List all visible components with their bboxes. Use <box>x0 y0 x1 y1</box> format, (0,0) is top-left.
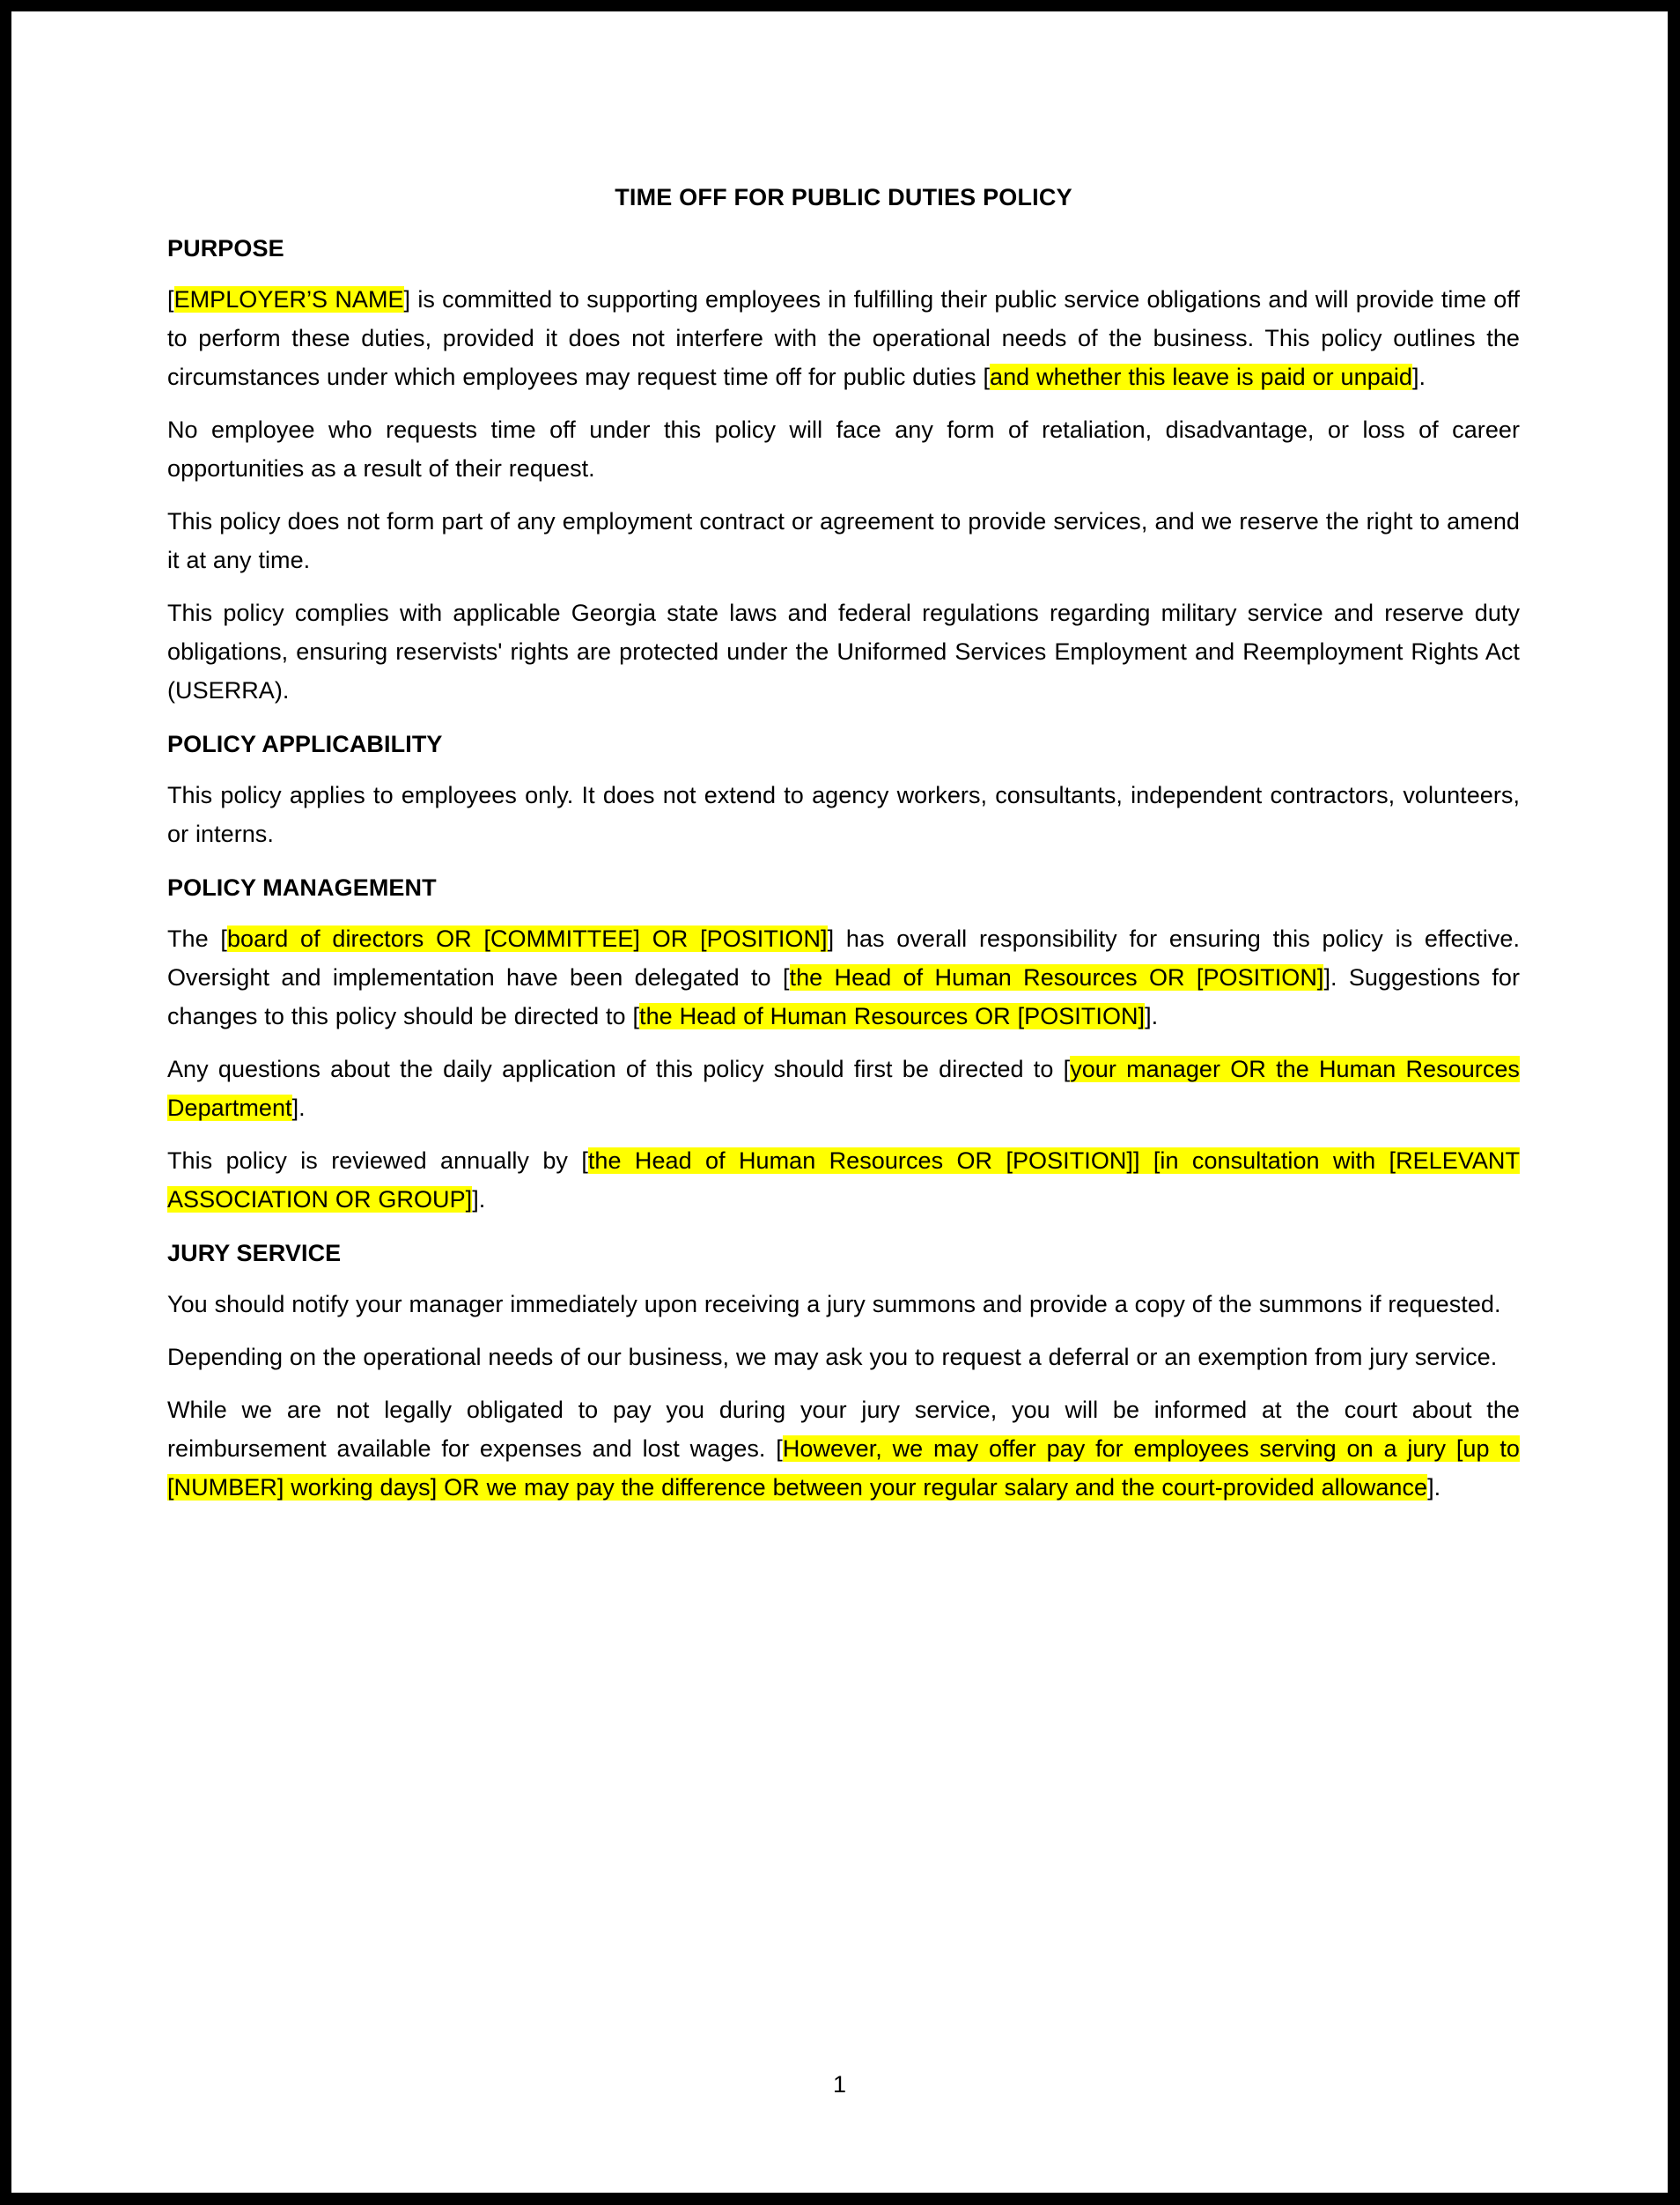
highlighted-placeholder-board-of-directors: board of directors OR [COMMITTEE] OR [POSITION] <box>226 926 828 953</box>
highlighted-placeholder-paid-unpaid: and whether this leave is paid or unpaid <box>990 363 1412 390</box>
highlighted-placeholder-employer-name: EMPLOYER’S NAME <box>173 285 404 313</box>
paragraph-jury-service-3 <box>167 1390 1520 1507</box>
section-heading-purpose: PURPOSE <box>167 234 284 262</box>
paragraph-jury-service-2: Depending on the operational needs of our business, we may ask you to request a deferral or an exemption from jury service. <box>167 1344 1498 1371</box>
paragraph-purpose-3: This policy does not form part of any employment contract or agreement to provide services, and we reserve the right to amend it at any time. <box>167 507 1520 573</box>
text-run: ]. <box>291 1095 306 1122</box>
text-run: ] has overall responsibility for ensuring this policy is effective. Oversight and implementation have been delegated to [ <box>167 926 1520 992</box>
text-run: This policy is reviewed annually by [ <box>167 1147 588 1175</box>
highlighted-placeholder-jury-pay-options: However, we may offer pay for employees serving on a jury [up to [NUMBER] working days] OR we may pay the difference between your regular salary and the court-provided allowance <box>167 1435 1520 1501</box>
text-run: ]. <box>1145 1003 1159 1030</box>
paragraph-policy-management-3 <box>167 1141 1520 1219</box>
text-run: While we are not legally obligated to pay you during your jury service, you will be informed at the court about the reimbursement available for expenses and lost wages. [ <box>167 1397 1520 1463</box>
page-number-footer: 1 <box>832 2071 847 2098</box>
document-body <box>167 11 1520 1507</box>
paragraph-purpose-4: This policy complies with applicable Georgia state laws and federal regulations regarding military service and reserve duty obligations, ensuring reservists' rights are protected under the Uniformed Services Employment and Reemployment Rights Act (USERRA). <box>167 599 1520 704</box>
section-heading-jury-service: JURY SERVICE <box>167 1240 342 1267</box>
text-run: The [ <box>167 926 227 953</box>
paragraph-policy-management-2 <box>167 1050 1520 1127</box>
text-run: Any questions about the daily application of this policy should first be directed to [ <box>167 1056 1071 1083</box>
highlighted-placeholder-head-of-hr-suggestions: the Head of Human Resources OR [POSITION] <box>639 1003 1146 1030</box>
highlighted-placeholder-head-of-hr-oversight: the Head of Human Resources OR [POSITION] <box>789 964 1324 992</box>
paragraph-purpose-2: No employee who requests time off under this policy will face any form of retaliation, disadvantage, or loss of career opportunities as a result of their request. <box>167 416 1520 482</box>
text-run: [ <box>167 285 174 313</box>
text-run: ] is committed to supporting employees in fulfilling their public service obligations and will provide time off to perform these duties, provided it does not interfere with the operational needs of the business. This policy outlines the circumstances under which employees may request time off for public duties [ <box>167 285 1520 390</box>
paragraph-jury-service-1: You should notify your manager immediately upon receiving a jury summons and provide a copy of the summons if requested. <box>167 1291 1501 1318</box>
paragraph-policy-management-1 <box>167 919 1520 1036</box>
highlighted-placeholder-annual-review: the Head of Human Resources OR [POSITION]] [in consultation with [RELEVANT ASSOCIATION OR GROUP] <box>167 1147 1521 1213</box>
text-run: ]. <box>1411 363 1426 390</box>
section-heading-policy-applicability: POLICY APPLICABILITY <box>167 730 443 757</box>
section-heading-policy-management: POLICY MANAGEMENT <box>167 874 437 901</box>
highlighted-placeholder-your-manager-or-hr: your manager OR the Human Resources Department <box>167 1056 1520 1122</box>
paragraph-policy-applicability-1: This policy applies to employees only. It does not extend to agency workers, consultants, independent contractors, volunteers, or interns. <box>167 781 1520 847</box>
text-run: ]. <box>472 1186 486 1213</box>
page-sheet <box>11 11 1668 2193</box>
paragraph-purpose-1 <box>167 280 1520 396</box>
text-run: ]. Suggestions for changes to this policy should be directed to [ <box>167 964 1521 1030</box>
text-run: ]. <box>1427 1474 1441 1501</box>
page-title: TIME OFF FOR PUBLIC DUTIES POLICY <box>615 184 1072 210</box>
